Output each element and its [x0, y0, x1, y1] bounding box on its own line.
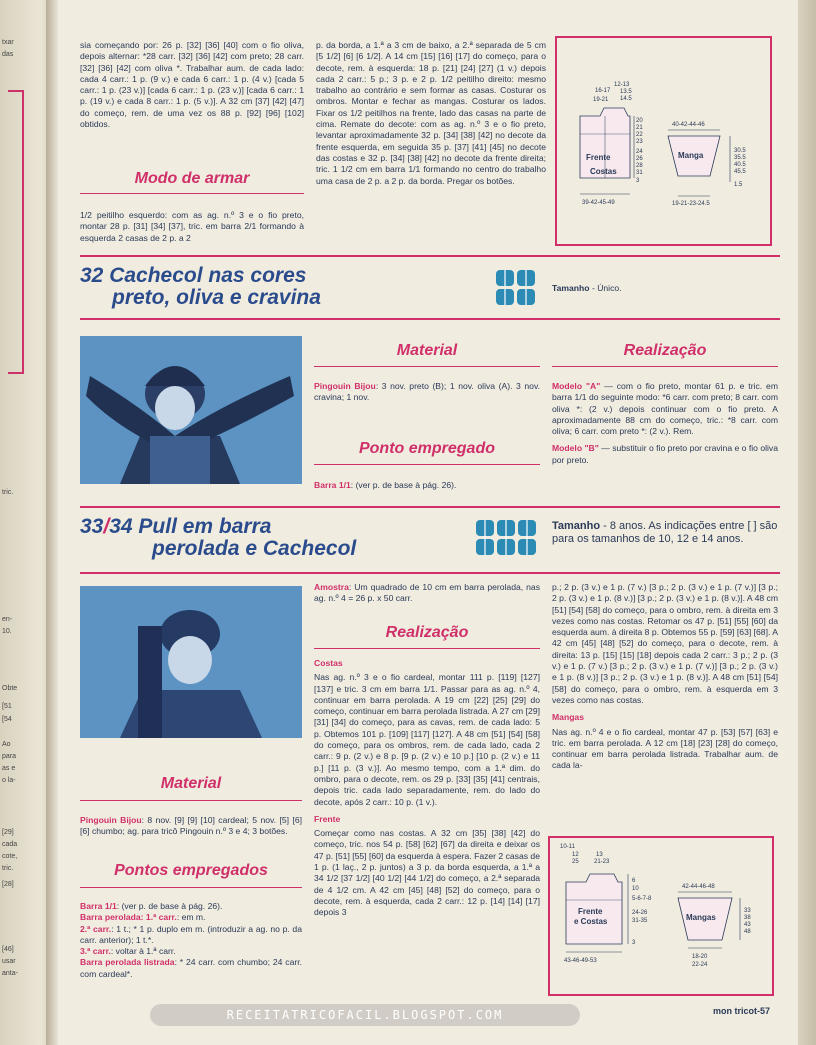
margin-fragment: tric.	[2, 489, 14, 496]
measure-label: 45.5	[734, 169, 746, 175]
page-footer: mon tricot-57	[712, 1006, 770, 1016]
ponto-label: Barra perolada: 1.ª carr.	[80, 912, 177, 923]
tamanho-value: - Único.	[589, 283, 622, 293]
measure-label: 16-17	[595, 88, 611, 94]
frente-continued-text: p.; 2 p. (3 v.) e 1 p. (7 v.) [3 p.; 2 p. (3 v.) e 1 p. (7 v.)] [3 p.; 2 p. (3 v.) e 1 p. (8 v.)] [3 p.; 2 p. (3 v.) e 1 p. (8 v.)]. A 48 cm [51] [54] [58] do começo, para o ombro, rem. à direita em 3 vezes como nas costas. Retomar os 47 p. [51] [55] [60] da esquerda aum. à direita 8 p. Obtemos 55 p. [59] [63] [68]. A 42 cm [45] [48] [52] do começo, para o decote, rem. à direita: 13 p. [15] [15] [18] depois cada 2 carr.: 3 p.; 2 p. (3 v.) e 1 p. (7 v.) [3 p.; 2 p. (3 v.) e 1 p. (7 v.)] [3 p.; 2 p. (3 v.) e 1 p. (8 v.)] [3 p.; 2 p. (3 v.) e 1 p. (8 v.)]. A 48 cm [51] [54] [58] do começo, para o ombro, rem. à esquerda em 3 vezes como nas costas.	[552, 582, 778, 705]
measure-label: 31	[636, 170, 643, 176]
title-line-2: preto, oliva e cravina	[112, 286, 321, 309]
measure-label: 24-26	[632, 910, 648, 916]
measure-label: 18-20	[692, 954, 708, 960]
measure-label: 5-6-7-8	[632, 896, 652, 902]
margin-fragment: tric.	[2, 865, 14, 872]
margin-fragment: cote,	[2, 853, 18, 860]
measure-label: 19-21	[593, 97, 609, 103]
blog-watermark: RECEITATRICOFACIL.BLOGSPOT.COM	[150, 1004, 580, 1026]
measure-label: 22-24	[692, 962, 708, 968]
col2-33	[314, 582, 540, 605]
modo-de-armar-text: 1/2 peitilho esquerdo: com as ag. n.º 3 e o fio preto, montar 28 p. [31] [34] [37], tric. em barra 2/1 formando à esquerda 2 casas de 2 p. a 2	[80, 210, 304, 243]
ponto-label: Barra perolada listrada	[80, 957, 175, 968]
pontos-title-33: Pontos empregados	[114, 862, 268, 879]
amostra-label: Amostra	[314, 582, 349, 592]
frente-text: Começar como nas costas. A 32 cm [35] [38] [42] do começo, tric. nos 54 p. [58] [62] [67] da direita e deixar os 47 p. [51] [55] [60] da esquerda à espera. Fazer 2 casas de 1 p. (1 laç., 2 p. juntos) a 3 p. da borda esquerda, a 1.ª a 34 1/2 [37 1/2] [40 1/2] [44 1/2] do começo, a 2.ª separada de 4 1/2 cm. A 42 cm [45] [48] [52] do começo, para o decote, rem. à esquerda, cada 2 carr.: 12 p. [14] [14] [17] depois 3	[314, 828, 540, 918]
brand-name: Pingouin Bijou	[80, 815, 142, 825]
realizacao-text-32	[552, 381, 778, 466]
ponto-label: 3.ª carr.	[80, 946, 111, 957]
yarn-skein-icon	[474, 518, 538, 558]
col3-33	[552, 582, 778, 772]
section-rule	[80, 506, 780, 508]
margin-box-fragment	[8, 90, 24, 374]
tamanho-value: - 8 anos. As indicações entre [ ] são para os tamanhos de 10, 12 e 14 anos.	[552, 520, 778, 545]
ponto-detail: : * 24 carr. com chumbo; 24 carr. com cardeal*.	[80, 957, 303, 979]
pattern-text: sia começando por: 26 p. [32] [36] [40] com o fio oliva, depois alternar: *28 carr. [32] [36] [42] com preto; 28 carr. [32] [36] [42] com oliva *. Trabalhar aum. de cada lado: cada 4 carr.: 1 p. (9 v.) e cada 6 carr.: 1 p. (4 v.) [cada 5 carr.: 1 p. (23 v.)] [cada 6 carr.: 1 p. (23 v.)] [cada 6 carr.: 1 p. (19 v.) e cada 8 carr.: 1 p. (5 v.)]. A 32 cm [37] [42] [47] do começo, rem. de uma vez os 88 p. [92] [96] [102] obtidos.	[80, 40, 304, 130]
costas-text: Nas ag. n.º 3 e o fio cardeal, montar 111 p. [119] [127] [137] e tric. 3 cm em barra 1/1. Passar para as ag. n.º 4, continuar em barra perolada. A 19 cm [22] [25] [29] do começo, continuar em barra perolada listrada. A 27 cm [29] [31] [34] do começo, para as cavas, rem. de cada lado: 5 p. Obtemos 101 p. [109] [117] [127]. A 48 cm [51] [54] [58] do começo, para os ombros, rem. de cada lado, cada 2 carr.: 9 p. (2 v.) e 8 p. [9 p. (2 v.) e 10 p.] [10 p. (2 v.) e 11 p.] [11 p. (3 v.)]. Ao mesmo tempo, com a 1.ª dim. do ombro, para o decote, rem. os 29 p. [33] [35] [41] centrais, depois tric. cada lado separadamente, rem. do lado do decote, após 2 carr.: 10 p. (1 v.).	[314, 672, 540, 807]
mangas-heading: Mangas	[552, 712, 584, 723]
pontos-text-33	[80, 901, 302, 980]
measure-label: 43-46-49-53	[564, 958, 597, 964]
margin-fragment: [46]	[2, 946, 14, 953]
measure-label: 20	[636, 118, 643, 124]
measure-label: 23	[636, 139, 643, 145]
modelo-b-label: Modelo "B"	[552, 443, 599, 454]
margin-fragment: Obte	[2, 685, 18, 692]
tamanho-label: Tamanho	[552, 283, 590, 293]
margin-fragment: [51	[2, 703, 12, 710]
divider	[80, 887, 302, 888]
pattern-text: p. da borda, a 1.ª a 3 cm de baixo, a 2.ª separada de 5 cm [5 1/2] [6] [6 1/2]. A 14 cm [15] [16] [17] do começo, para o decote, rem. à esquerda: 18 p. [21] [24] [27] (1 v.) depois cada 2 carr.: 5 p.; 3 p. e 2 p. 1/2 peitilho direito: mesmo trabalho ao contrário e sem formar as casas. Costurar os ombros. Montar e fechar as mangas. Costurar os lados. Fixar os 1/2 peitilhos na frente, lado das casas na parte de cima. Remate do decote: com as ag. n.º 3 e o fio preto, levantar aproximadamente 32 p. [34] [38] [42] no decote da frente esquerda, em seguida 35 p. [37] [41] [45] no decote das costas e 32 p. [34] [38] [42] no decote da frente direita; tric. 1 1/2 cm em barra 1/1 formando no centro do trabalho uma casa de 2 p. a 2 p. da borda. Pregar os botões.	[316, 40, 546, 186]
title-line-1: Cachecol nas cores	[109, 264, 307, 287]
frente-label: Frente	[578, 907, 603, 916]
margin-fragment: [29]	[2, 829, 14, 836]
ponto-detail: : 1 t.; * 1 p. duplo em m. (introduzir a ag. no p. da carr. anterior); 1 t.*.	[80, 923, 302, 945]
section-number: 32	[80, 264, 104, 287]
mangas-text: Nas ag. n.º 4 e o fio cardeal, montar 47 p. [53] [57] [63] e tric. em barra perolada. A 12 cm [18] [23] [28] do começo, continuar em barra perolada listrada. Trabalhar aum. de cada la-	[552, 726, 778, 771]
ponto-label: Barra 1/1	[80, 901, 117, 911]
measure-label: 28	[636, 163, 643, 169]
frente-heading: Frente	[314, 813, 341, 824]
title-line-2: perolada e Cachecol	[152, 537, 357, 560]
measure-label: 35.5	[734, 155, 746, 161]
margin-fragment: txar	[2, 39, 14, 46]
realizacao-title-33: Realização	[385, 624, 469, 641]
margin-fragment: [54	[2, 716, 12, 723]
divider	[314, 366, 540, 367]
margin-fragment: as e	[2, 765, 16, 772]
divider	[80, 800, 302, 801]
measure-label: 40.5	[734, 162, 746, 168]
measure-label: 39-42-45-49	[582, 200, 615, 206]
section-33-title	[80, 516, 500, 560]
measure-label: 25	[572, 859, 579, 865]
material-title-32: Material	[396, 342, 458, 359]
tamanho-label: Tamanho	[552, 520, 601, 532]
divider	[314, 464, 540, 465]
measure-label: 22	[636, 132, 643, 138]
mangas-label: Mangas	[686, 913, 716, 922]
modelo-a-label: Modelo "A"	[552, 381, 601, 391]
section-number-2: 34	[109, 515, 133, 538]
measure-label: 40-42-44-46	[672, 122, 705, 128]
margin-fragment: [28]	[2, 881, 14, 888]
margin-fragment: anta-	[2, 970, 18, 977]
margin-fragment: Ao	[2, 741, 11, 748]
measure-label: 3	[632, 940, 636, 946]
ponto-title-32: Ponto empregado	[358, 440, 495, 457]
title-line-1: Pull em barra	[138, 515, 272, 538]
next-page-edge	[798, 0, 816, 1045]
cachecol-photo	[80, 336, 302, 484]
measure-label: 12-13	[614, 82, 630, 88]
measure-label: 6	[632, 878, 636, 884]
tamanho-32	[552, 283, 752, 294]
ponto-label: 2.ª carr.	[80, 923, 112, 934]
costas-block	[314, 654, 540, 919]
margin-fragment: cada	[2, 841, 18, 848]
top-col2	[316, 40, 546, 187]
measure-label: 21-23	[594, 859, 610, 865]
schematic-diagram-top	[560, 78, 765, 213]
margin-fragment: das	[2, 51, 14, 58]
realizacao-title-32: Realização	[623, 342, 707, 359]
ponto-detail: : em m.	[176, 912, 206, 923]
margin-fragment: o la-	[2, 777, 16, 784]
material-text-32	[314, 381, 540, 404]
modo-de-armar-title: Modo de armar	[134, 170, 250, 187]
measure-label: 42-44-46-48	[682, 884, 715, 890]
measure-label: 21	[636, 125, 643, 131]
divider	[552, 366, 778, 367]
measure-label: 24	[636, 149, 643, 155]
measure-label: 13	[596, 852, 603, 858]
measure-label: 13.5	[620, 89, 632, 95]
modelo-b-text: — substituir o fio preto por cravina e o fio oliva por preto.	[552, 443, 778, 465]
ponto-text-32	[314, 480, 540, 491]
material-text-33	[80, 815, 302, 838]
measure-label: 30.5	[734, 148, 746, 154]
section-rule	[80, 318, 780, 320]
measure-label: 43	[744, 922, 751, 928]
measure-label: 31-35	[632, 918, 648, 924]
divider	[314, 648, 540, 649]
section-32-title	[80, 265, 500, 309]
margin-fragment: usar	[2, 958, 16, 965]
measure-label: 3	[636, 178, 640, 184]
tamanho-33	[552, 520, 778, 546]
measure-label: 19-21-23-24.5	[672, 201, 710, 207]
material-title-33: Material	[160, 775, 222, 792]
ponto-detail: : (ver p. de base à pág. 26).	[116, 901, 223, 911]
measure-label: 26	[636, 156, 643, 162]
measure-label: 1.5	[734, 182, 743, 188]
pull-photo	[80, 586, 302, 738]
margin-fragment: en-	[2, 616, 13, 623]
section-rule	[80, 255, 780, 257]
manga-label: Manga	[678, 151, 704, 160]
ponto-label: Barra 1/1	[314, 480, 351, 490]
measure-label: 33	[744, 908, 751, 914]
measure-label: 10	[632, 886, 639, 892]
modelo-a-text: — com o fio preto, montar 61 p. e tric. em barra 1/1 do seguinte modo: *6 carr. com preto; 8 carr. com oliva *: (2 v.) depois continuar com o fio preto. A aproximadamente 88 cm do começo, tric.: *8 carr. com oliva; 6 carr. com preto *: (2 v.). Rem.	[552, 381, 778, 437]
schematic-diagram-bottom	[552, 840, 768, 988]
frente-label: Frente	[586, 153, 611, 162]
divider	[80, 193, 304, 194]
measure-label: 48	[744, 929, 751, 935]
yarn-skein-icon	[494, 268, 538, 308]
material-detail: : 8 nov. [9] [9] [10] cardeal; 5 nov. [5] [6] [6] chumbo; ag. para tricô Pingouin n.º 3 e 4; 3 botões.	[80, 815, 302, 837]
amostra-text: : Um quadrado de 10 cm em barra perolada, nas ag. n.º 4 = 26 p. x 50 carr.	[314, 582, 540, 604]
measure-label: 38	[744, 915, 751, 921]
measure-label: 12	[572, 852, 579, 858]
ponto-detail: : (ver p. de base à pág. 26).	[350, 480, 457, 490]
section-number: 33	[80, 515, 104, 538]
margin-fragment: 10.	[2, 628, 12, 635]
brand-name: Pingouin Bijou	[314, 381, 376, 391]
costas-heading: Costas	[314, 658, 343, 668]
measure-label: 10-11	[560, 844, 575, 850]
top-col1	[80, 40, 304, 130]
costas-label: e Costas	[574, 917, 608, 926]
ponto-detail: : voltar à 1.ª carr.	[110, 946, 176, 957]
section-slash: /	[103, 515, 110, 538]
costas-label: Costas	[590, 167, 617, 176]
measure-label: 14.5	[620, 96, 632, 102]
section-rule	[80, 572, 780, 574]
material-detail: : 3 nov. preto (B); 1 nov. oliva (A). 3 nov. cravina; 1 nov.	[314, 381, 540, 403]
margin-fragment: para	[2, 753, 17, 760]
